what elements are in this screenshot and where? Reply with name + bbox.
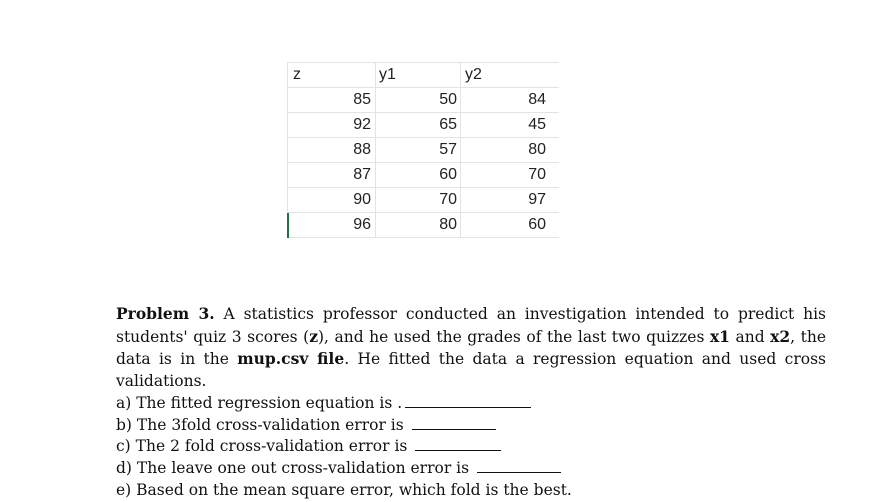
table-cell[interactable]: 80 bbox=[439, 216, 457, 233]
question-text: d) The leave one out cross-validation error is bbox=[116, 458, 470, 477]
question-d bbox=[116, 458, 826, 480]
table-cell[interactable]: 97 bbox=[528, 191, 546, 208]
column-header-y1[interactable]: y1 bbox=[379, 66, 396, 83]
problem-statement bbox=[116, 303, 826, 501]
table-cell[interactable]: 90 bbox=[353, 191, 371, 208]
table-cell[interactable]: 80 bbox=[528, 141, 546, 158]
question-b bbox=[116, 415, 826, 437]
answer-blank[interactable] bbox=[405, 406, 531, 408]
table-cell[interactable]: 57 bbox=[439, 141, 457, 158]
question-text: b) The 3fold cross-validation error is bbox=[116, 415, 404, 434]
column-header-z[interactable]: z bbox=[293, 66, 301, 83]
var-z: z bbox=[309, 326, 318, 346]
table-cell[interactable]: 50 bbox=[439, 91, 457, 108]
table-cell[interactable]: 70 bbox=[439, 191, 457, 208]
table-cell[interactable]: 87 bbox=[353, 166, 371, 183]
question-text: c) The 2 fold cross-validation error is bbox=[116, 437, 408, 456]
intro-text: and bbox=[729, 327, 771, 346]
spreadsheet-table bbox=[287, 62, 559, 238]
table-cell[interactable]: 96 bbox=[353, 216, 371, 233]
problem-label: Problem 3. bbox=[116, 304, 215, 323]
table-cell[interactable]: 85 bbox=[353, 91, 371, 108]
table-cell[interactable]: 92 bbox=[353, 116, 371, 133]
question-e bbox=[116, 480, 826, 502]
answer-blank[interactable] bbox=[477, 471, 561, 473]
table-cell[interactable]: 88 bbox=[353, 141, 371, 158]
question-text: a) The fitted regression equation is . bbox=[116, 393, 403, 412]
intro-text: , the data is in the bbox=[116, 327, 826, 369]
table-cell[interactable]: 60 bbox=[439, 166, 457, 183]
question-c bbox=[116, 436, 826, 458]
table-cell[interactable]: 84 bbox=[528, 91, 546, 108]
answer-blank[interactable] bbox=[412, 428, 496, 430]
table-cell[interactable]: 65 bbox=[439, 116, 457, 133]
answer-blank[interactable] bbox=[415, 449, 501, 451]
problem-intro bbox=[116, 303, 826, 393]
intro-text: . He fitted the data a regression equation and used cross validations. bbox=[116, 350, 827, 391]
intro-text: A statistics professor conducted an investigation intended to predict his students' quiz 3 scores ( bbox=[116, 305, 826, 346]
grid-line bbox=[287, 62, 559, 63]
question-a bbox=[116, 393, 826, 415]
var-x1: x1 bbox=[709, 326, 730, 346]
var-x2: x2 bbox=[770, 326, 791, 346]
question-text: e) Based on the mean square error, which fold is the best. bbox=[116, 480, 572, 499]
table-cell[interactable]: 45 bbox=[528, 116, 546, 133]
file-name: mup.csv file bbox=[237, 349, 345, 369]
intro-text: ), and he used the grades of the last two quizzes bbox=[318, 327, 710, 346]
table-cell[interactable]: 60 bbox=[528, 216, 546, 233]
column-header-y2[interactable]: y2 bbox=[465, 66, 482, 83]
table-cell[interactable]: 70 bbox=[528, 166, 546, 183]
